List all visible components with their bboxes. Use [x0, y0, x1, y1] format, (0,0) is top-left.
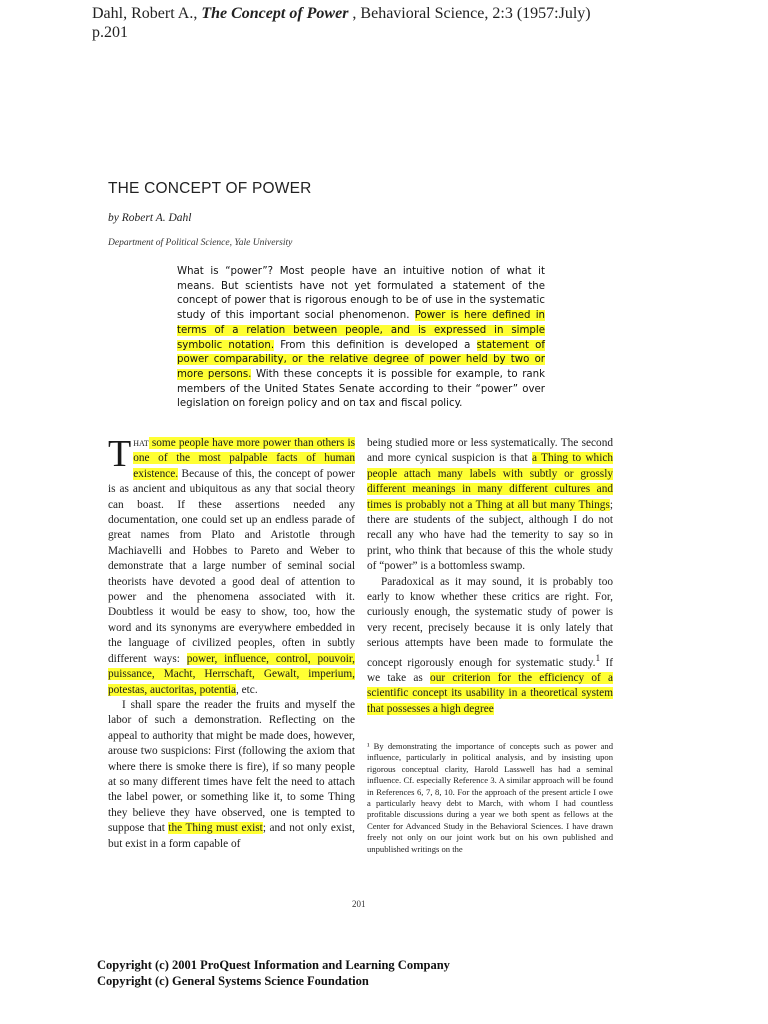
body-text: Because of this, the concept of power is as ancient and ubiquitous as any that social theory can boast. If these assertions needed any documentation, one could set up an endless parade of great names from Plato and Aristotle through Machiavelli and Hobbes to Pareto and Weber to demonstrate that a large number of seminal social theorists have devoted a good deal of attention to power and the phenomena associated with it. Doubtless it would be easy to show, too, how the word and its synonyms are everywhere embedded in the language of civilized peoples, often in subtly different ways:: [108, 467, 355, 665]
body-text: , etc.: [236, 683, 258, 696]
abstract-text: From this definition is developed a: [274, 339, 477, 351]
citation-header: [92, 4, 692, 42]
body-text: being studied more or less systematically. The second and more cynical suspicion is that: [367, 437, 613, 465]
paragraph: [108, 433, 355, 698]
paragraph: [367, 436, 613, 575]
footnote-ref[interactable]: 1: [595, 653, 601, 664]
highlight: the Thing must exist: [168, 822, 263, 835]
copyright-notice: [97, 957, 450, 989]
highlight: Power is here defined in terms of a relation between people, and is expressed in simple symbolic notation.: [177, 310, 545, 351]
citation-source: , Behavioral Science, 2:3 (1957:July): [348, 5, 591, 22]
body-column-right: [367, 436, 613, 717]
copyright-line: Copyright (c) 2001 ProQuest Information and Learning Company: [97, 958, 450, 972]
paragraph: [108, 698, 355, 852]
lead-in: hat: [133, 437, 149, 449]
article-byline: by Robert A. Dahl: [108, 212, 192, 224]
highlight: some people have more power than others is one of the most palpable facts of human existence.: [133, 437, 355, 480]
highlight: our criterion for the efficiency of a scientific concept its usability in a theoretical system that possesses a high degree: [367, 671, 613, 715]
body-text: Paradoxical as it may sound, it is probably too early to know whether these critics are right. For, curiously enough, the systematic study of power is very recent, precisely because it is only lately that serious attempts have been made to formulate the concept rigorously enough for systematic study.: [367, 575, 613, 669]
body-text: If we take as: [367, 656, 613, 684]
footnote: ¹ By demonstrating the importance of concepts such as power and influence, particularly in political analysis, and by insisting upon rigorous conceptual clarity, Harold Lasswell has had a seminal influence. Cf. especially Reference 3. A similar approach will be found in References 6, 7, 8, 10. For the approach of the present article I owe a particularly heavy debt to March, with whom I had countless profitable discussions during a year we both spent as fellows at the Center for Advanced Study in the Behavioral Sciences. I have drawn freely not only on our joint work but on his own published and unpublished writings on the: [367, 741, 613, 854]
citation-work-title: The Concept of Power: [201, 5, 349, 22]
highlight: statement of power comparability, or the relative degree of power held by two or more persons.: [177, 339, 545, 380]
drop-cap: T: [108, 433, 132, 475]
body-text: I shall spare the reader the fruits and myself the labor of such a demonstration. Reflecting on the appeal to authority that might be made does, however, arouse two suspicions: First (following the axiom that where there is smoke there is fire), if so many people at so many different times have felt the need to attach the label power, or something like it, to some Thing they believe they have observed, one is tempted to suppose that: [108, 698, 355, 835]
copyright-line: Copyright (c) General Systems Science Foundation: [97, 974, 369, 988]
highlight: a Thing to which people attach many labels with subtly or grossly different meanings in many different cultures and times is probably not a Thing at all but many Things: [367, 452, 613, 511]
body-text: ; and not only exist, but exist in a form capable of: [108, 822, 355, 850]
page-number: 201: [352, 899, 366, 909]
body-column-left: [108, 433, 355, 852]
paragraph: [367, 575, 613, 717]
abstract: [177, 265, 545, 412]
citation-author: Dahl, Robert A.,: [92, 5, 202, 22]
body-text: ; there are students of the subject, although I do not recall any who have had the temerity to say so in print, who think that because of this the whole study of “power” is a bottomless swamp.: [367, 498, 613, 573]
highlight: power, influence, control, pouvoir, puissance, Macht, Herrschaft, Gewalt, imperium, potestas, auctoritas, potentia: [108, 652, 355, 696]
citation-page: p.201: [92, 24, 128, 41]
article-affiliation: Department of Political Science, Yale University: [108, 238, 293, 248]
article-title: THE CONCEPT OF POWER: [108, 180, 312, 197]
abstract-text: What is “power”? Most people have an intuitive notion of what it means. But scientists have not yet formulated a statement of the concept of power that is rigorous enough to be of use in the systematic study of this important social phenomenon.: [177, 266, 545, 322]
abstract-text: With these concepts it is possible for example, to rank members of the United States Senate according to their “power” over legislation on foreign policy and on tax and fiscal policy.: [177, 368, 545, 410]
